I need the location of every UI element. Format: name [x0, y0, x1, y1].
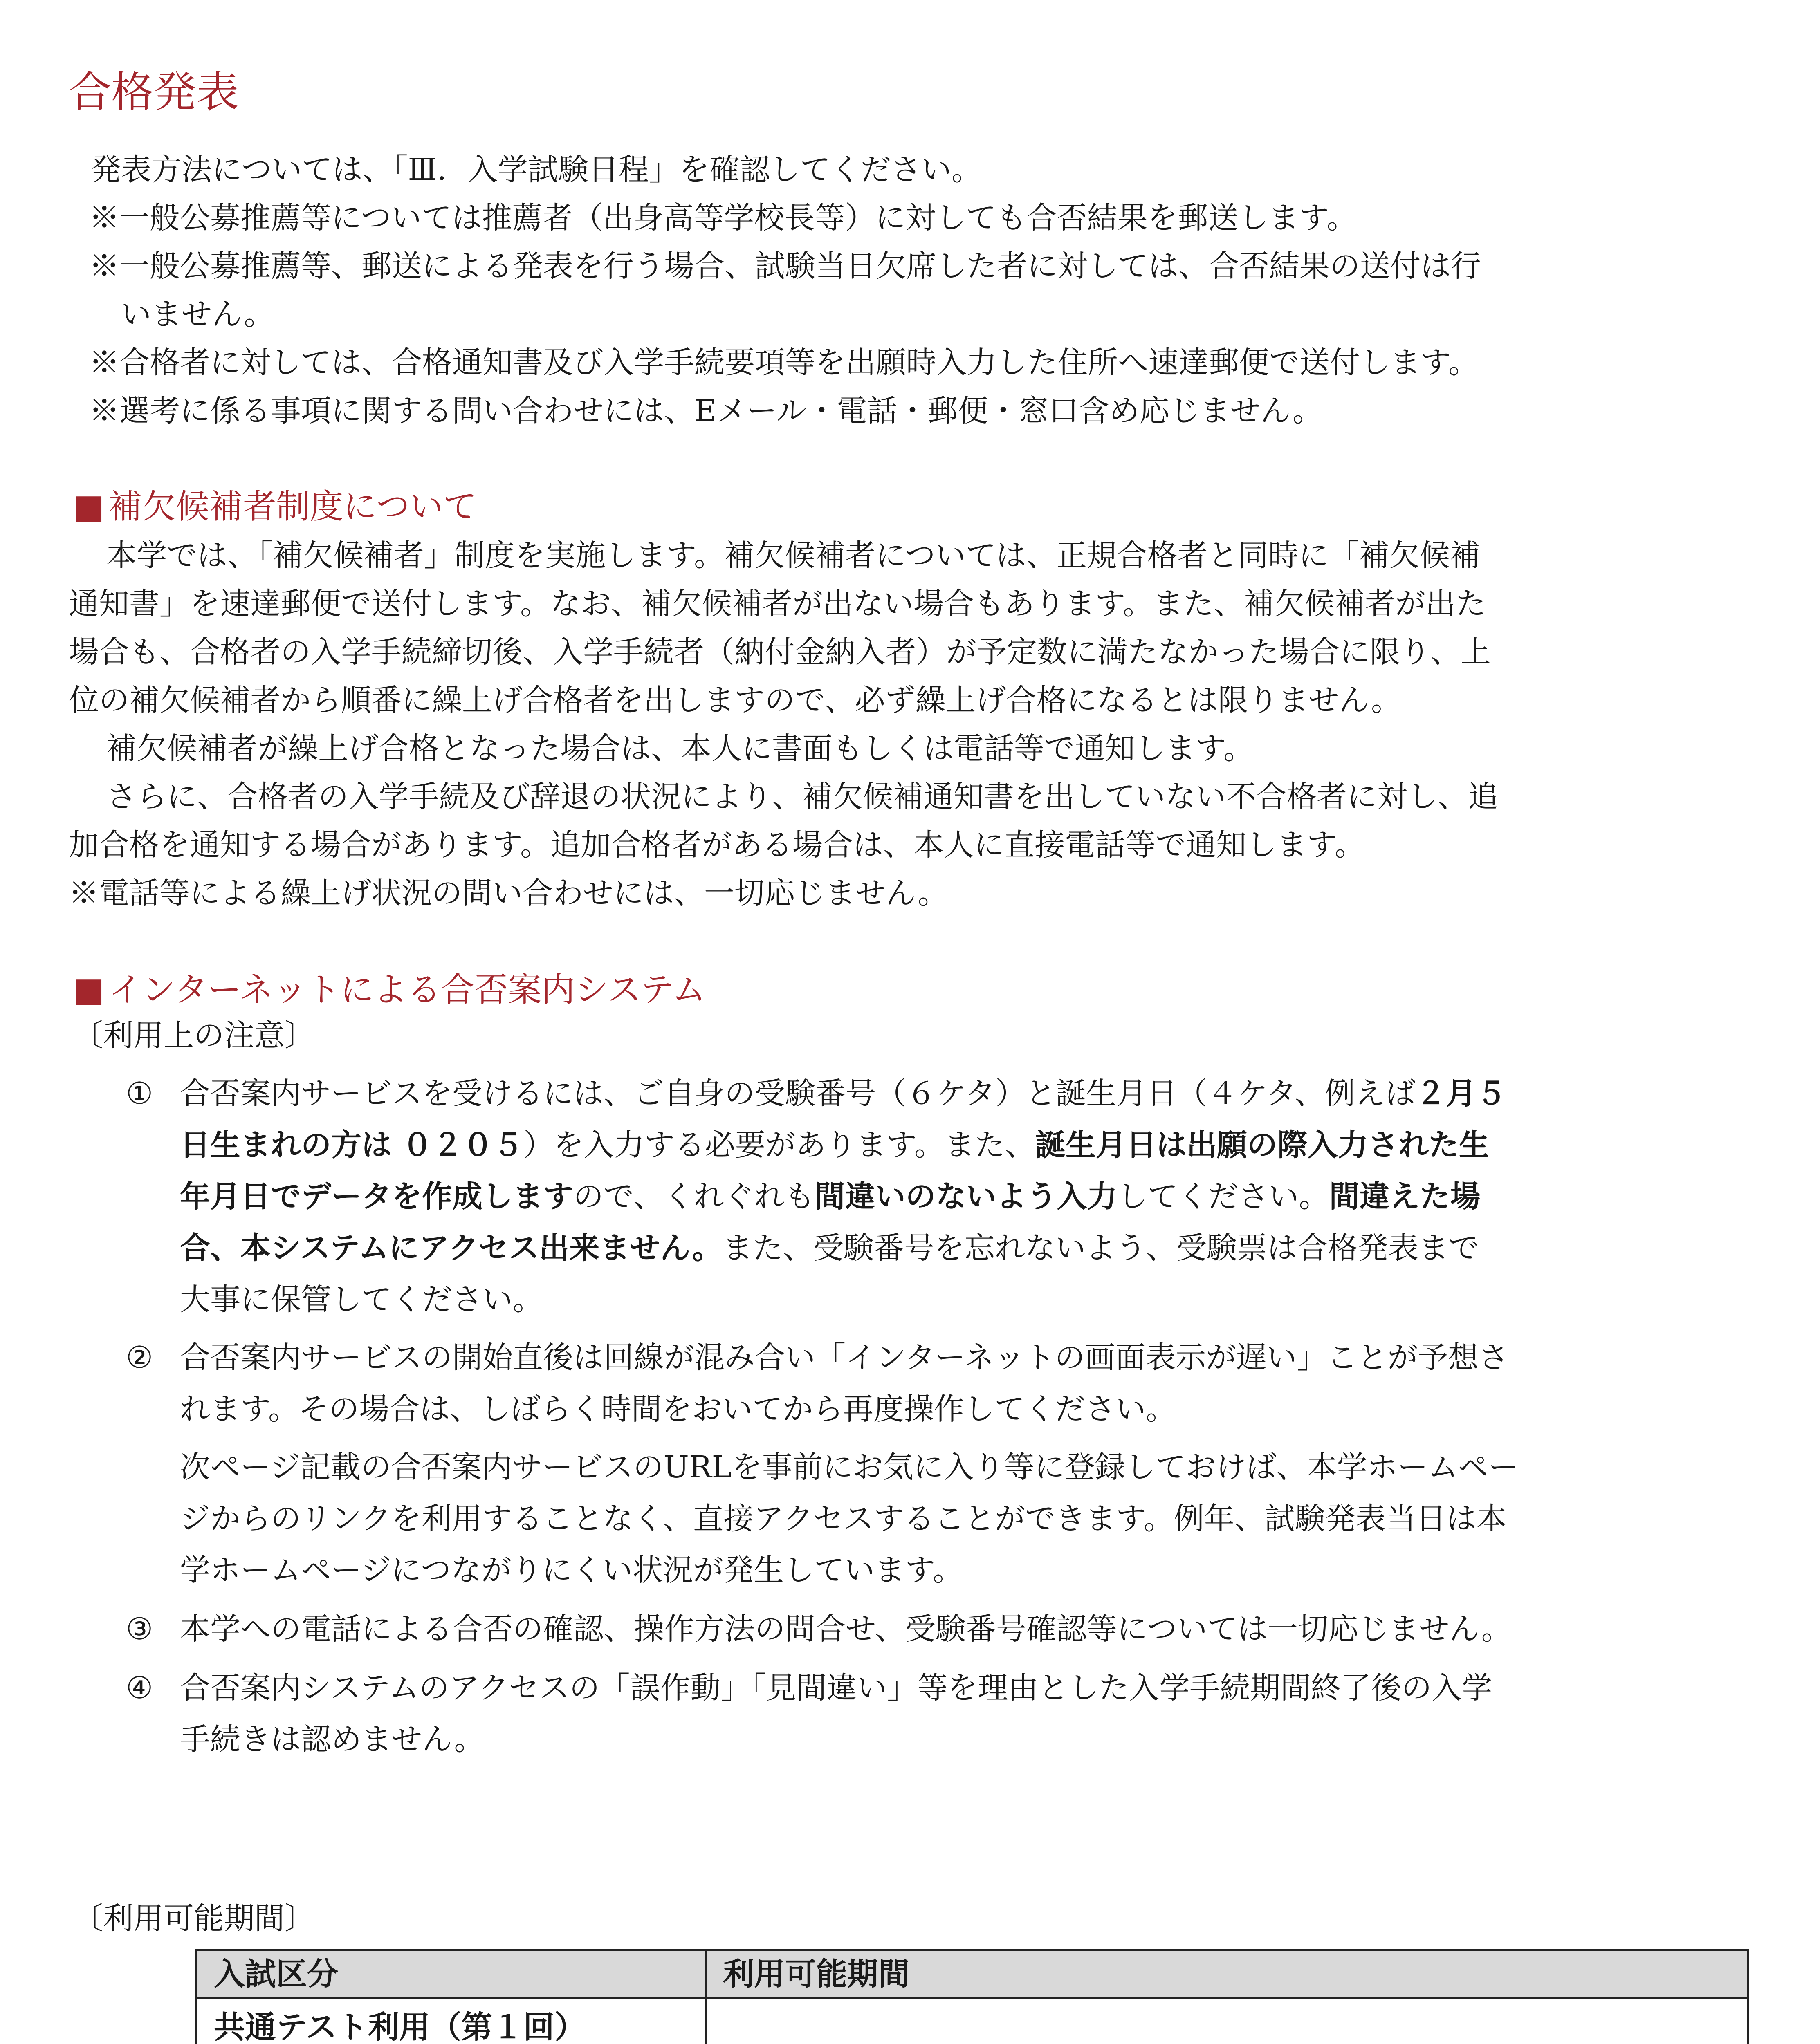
waitlist-line: 補欠候補者が繰上げ合格となった場合は、本人に書面もしくは電話等で通知します。 [106, 731, 1254, 766]
item-text-bold: 間違えた場 [1329, 1179, 1481, 1214]
item-line: 合否案内サービスの開始直後は回線が混み合い「インターネットの画面表示が遅い」ことが予想さ [180, 1340, 1509, 1375]
square-bullet-icon: ■ [73, 487, 105, 526]
waitlist-line: ※電話等による繰上げ状況の問い合わせには、一切応じません。 [69, 876, 948, 911]
item-text: ので、くれぐれも [573, 1179, 815, 1214]
availability-table [195, 1949, 1749, 2044]
internet-heading: インターネットによる合否案内システム [108, 970, 706, 1009]
page-title: 合格発表 [69, 67, 239, 117]
waitlist-line: 位の補欠候補者から順番に繰上げ合格者を出しますので、必ず繰上げ合格になるとは限りません。 [69, 683, 1401, 718]
item-text-bold: 誕生月日は出願の際入力された生 [1035, 1127, 1489, 1163]
header-exam-category: 入試区分 [197, 1950, 706, 1998]
section-heading [73, 482, 477, 531]
item-number: ② [126, 1340, 153, 1375]
item-number: ① [126, 1076, 153, 1111]
waitlist-line: 通知書」を速達郵便で送付します。なお、補欠候補者が出ない場合もあります。また、補欠候補者が出た [69, 586, 1486, 621]
waitlist-line: 場合も、合格者の入学手続締切後、入学手続者（納付金納入者）が予定数に満たなかった場合に限り、上 [69, 634, 1491, 670]
item-line: 合否案内システムのアクセスの「誤作動」「見間違い」等を理由とした入学手続期間終了後の入学 [180, 1670, 1492, 1706]
waitlist-heading: 補欠候補者制度について [108, 487, 477, 526]
item-line: ジからのリンクを利用することなく、直接アクセスすることができます。例年、試験発表当日は本 [180, 1501, 1507, 1536]
item-line [180, 1172, 1481, 1221]
table-header-row [197, 1950, 1748, 1998]
announcement-line: いません。 [121, 297, 274, 332]
item-text-bold: 年月日でデータを作成します [180, 1179, 573, 1214]
period-cell [706, 1998, 1748, 2044]
table-row [197, 1998, 1748, 2044]
item-number: ④ [126, 1670, 153, 1706]
waitlist-line: 本学では、「補欠候補者」制度を実施します。補欠候補者については、正規合格者と同時に「補欠候補 [106, 538, 1480, 573]
item-line: 大事に保管してください。 [180, 1282, 543, 1317]
item-text-bold: 日生まれの方は ０２０５ [180, 1127, 523, 1163]
item-text: してください。 [1117, 1179, 1329, 1214]
announcement-line: ※一般公募推薦等、郵送による発表を行う場合、試験当日欠席した者に対しては、合否結果の送付は行 [89, 249, 1481, 284]
item-text-bold: 合、本システムにアクセス出来ません。 [180, 1230, 723, 1266]
waitlist-line: 加合格を通知する場合があります。追加合格者がある場合は、本人に直接電話等で通知します。 [69, 827, 1365, 863]
item-line: 学ホームページにつながりにくい状況が発生しています。 [180, 1553, 963, 1588]
item-line: 本学への電話による合否の確認、操作方法の問合せ、受験番号確認等については一切応じません。 [180, 1611, 1512, 1647]
item-line [180, 1224, 1479, 1272]
item-text: ）を入力する必要があります。また、 [523, 1127, 1035, 1163]
item-line: 手続きは認めません。 [180, 1722, 485, 1757]
waitlist-line: さらに、合格者の入学手続及び辞退の状況により、補欠候補通知書を出していない不合格者に対し、追 [106, 779, 1498, 814]
item-line: れます。その場合は、しばらく時間をおいてから再度操作してください。 [180, 1392, 1176, 1427]
header-available-period: 利用可能期間 [706, 1950, 1748, 1998]
item-line: 次ページ記載の合否案内サービスのURLを事前にお気に入り等に登録しておけば、本学ホームペー [180, 1450, 1519, 1485]
item-number: ③ [126, 1611, 153, 1647]
category-name: 共通テスト利用（第１回） [214, 2009, 586, 2044]
announcement-line: 発表方法については、「Ⅲ．入学試験日程」を確認してください。 [91, 152, 982, 187]
notes-label: 〔利用上の注意〕 [73, 1018, 315, 1053]
item-text: 合否案内サービスを受けるには、ご自身の受験番号（６ケタ）と誕生月日（４ケタ、例えば [180, 1076, 1416, 1111]
section-heading [73, 966, 706, 1015]
announcement-line: ※一般公募推薦等については推薦者（出身高等学校長等）に対しても合否結果を郵送します。 [89, 200, 1357, 235]
item-line [180, 1121, 1489, 1169]
item-text: また、受験番号を忘れないよう、受験票は合格発表まで [722, 1230, 1479, 1266]
item-text-bold: 間違いのないよう入力 [815, 1179, 1118, 1214]
exam-category-cell [197, 1998, 706, 2044]
announcement-line: ※選考に係る事項に関する問い合わせには、Eメール・電話・郵便・窓口含め応じません。 [89, 393, 1323, 428]
announcement-line: ※合格者に対しては、合格通知書及び入学手続要項等を出願時入力した住所へ速達郵便で送付します。 [89, 345, 1479, 380]
item-line [180, 1069, 1506, 1118]
period-label: 〔利用可能期間〕 [73, 1901, 315, 1936]
square-bullet-icon: ■ [73, 970, 105, 1009]
item-text-bold: ２月５ [1416, 1076, 1507, 1111]
